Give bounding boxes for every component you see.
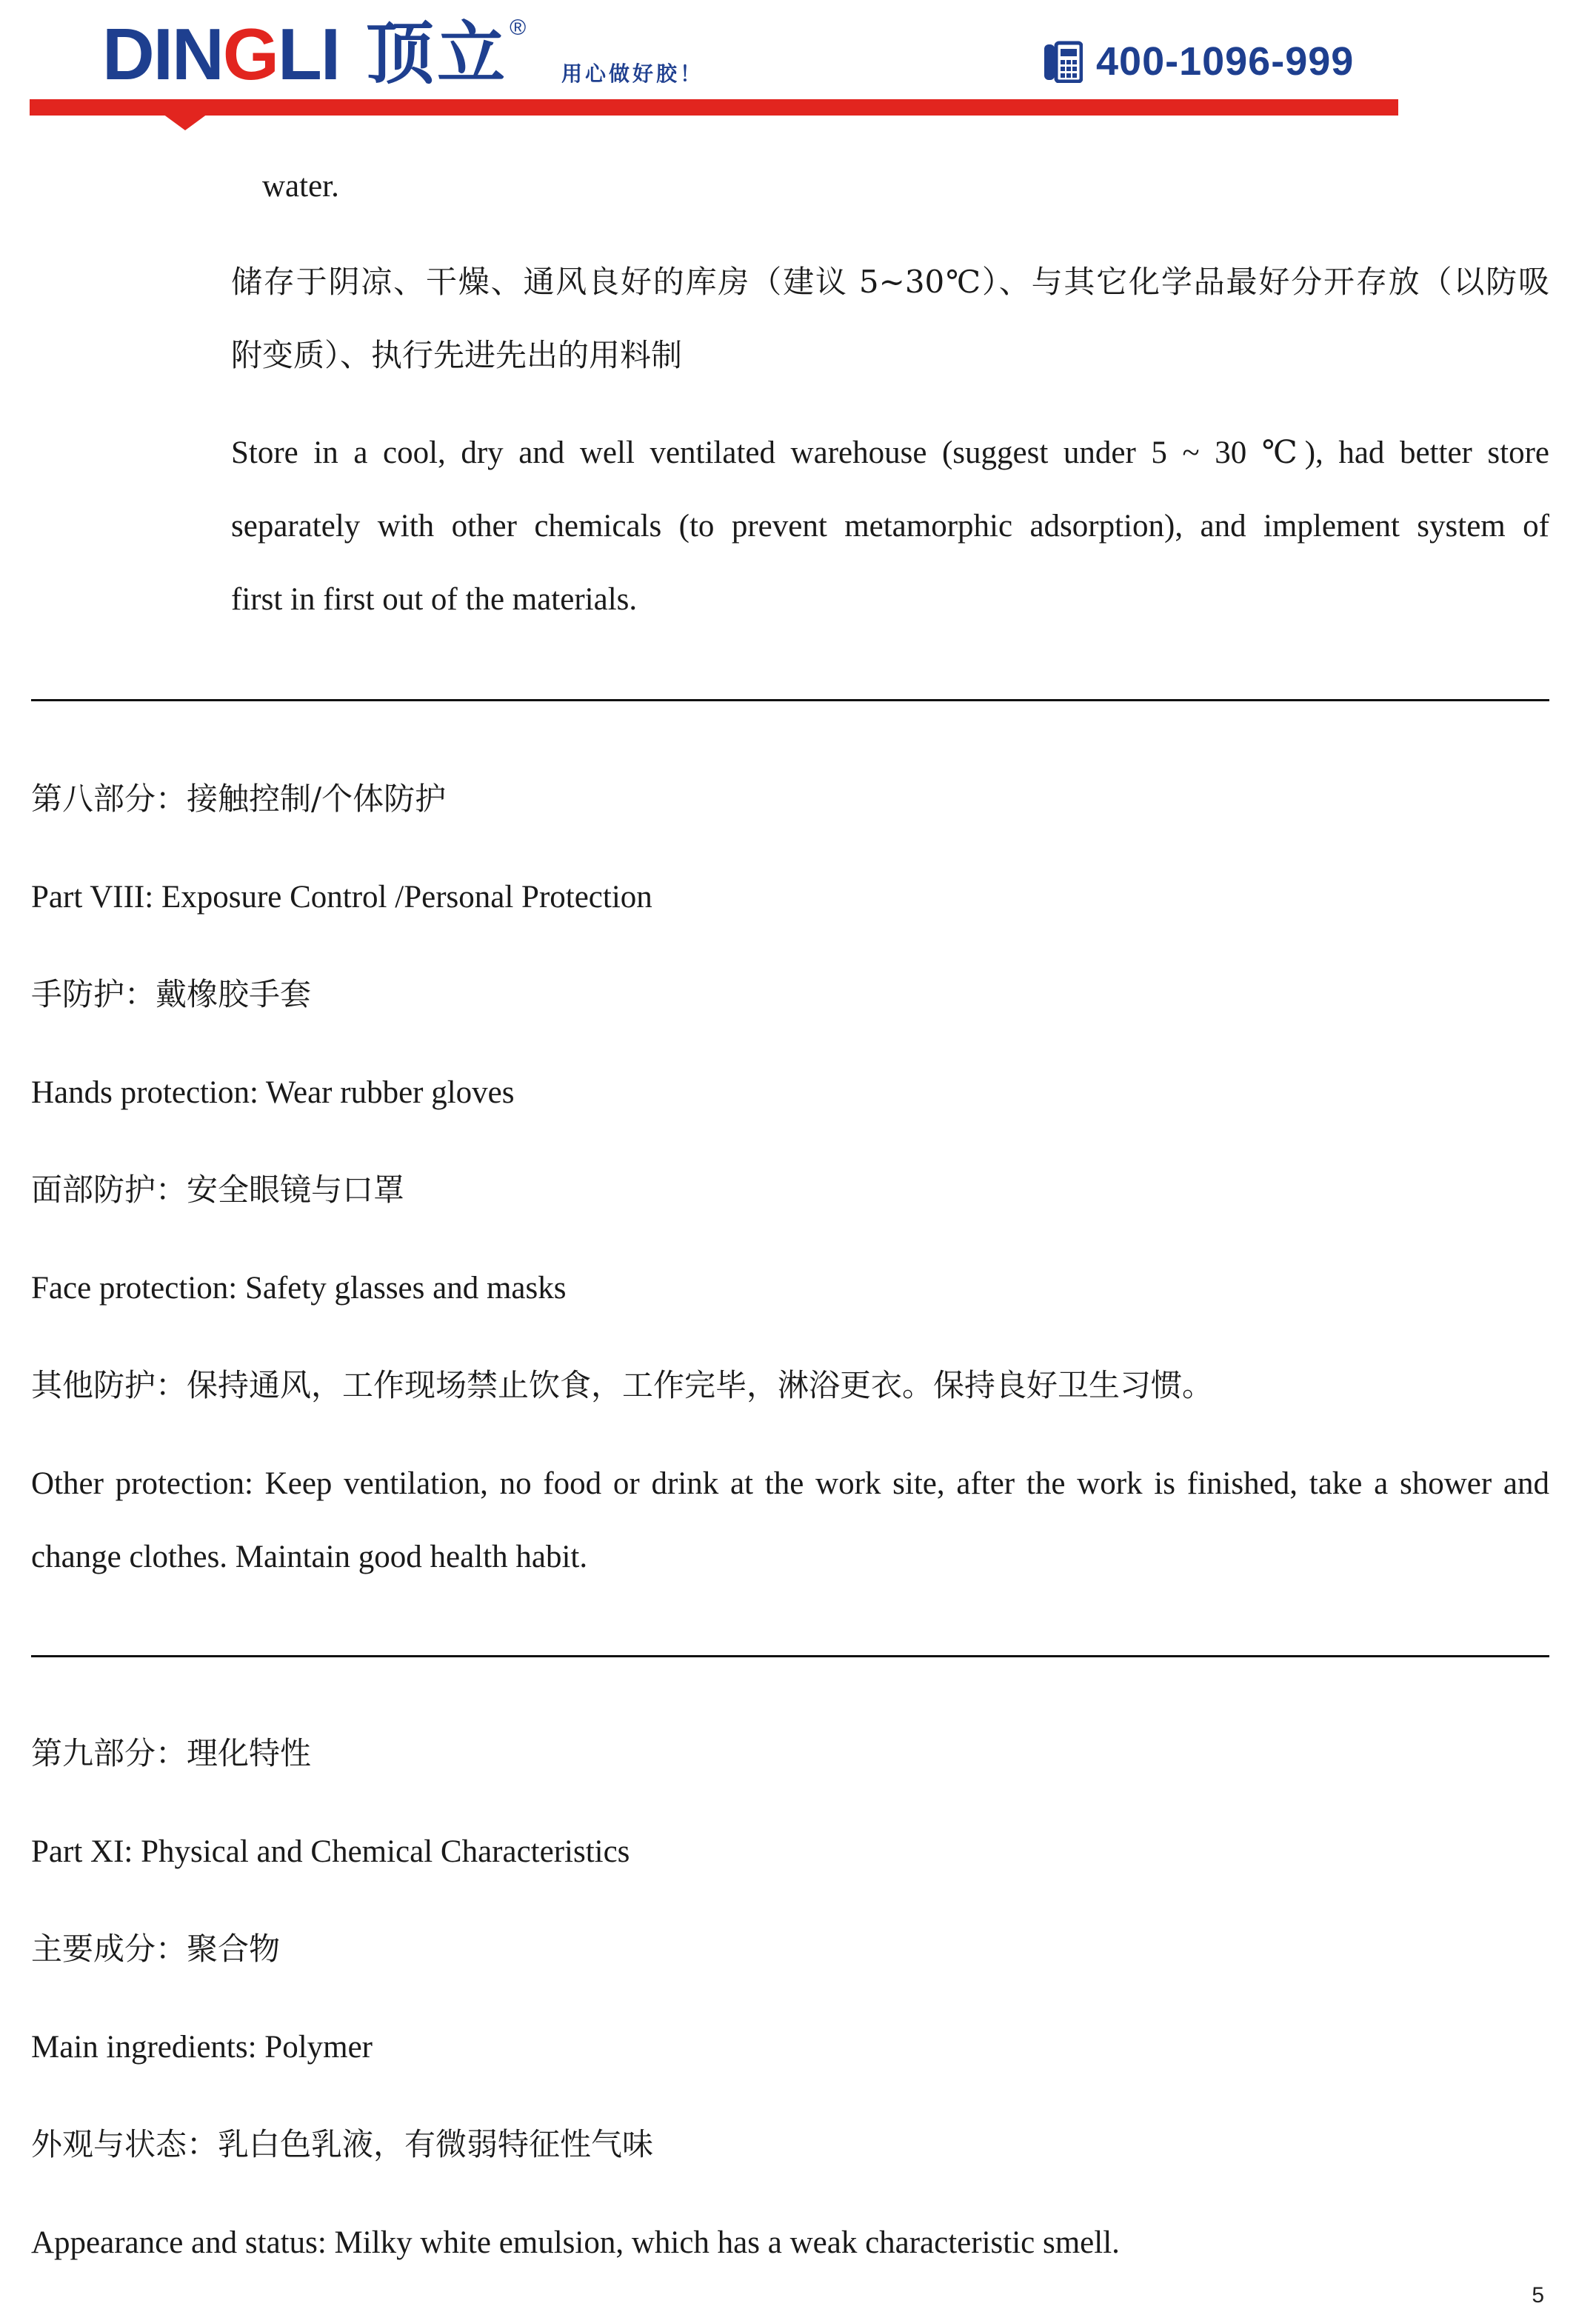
registered-mark: ® <box>510 16 527 40</box>
other-protection-cn: 其他防护：保持通风，工作现场禁止饮食，工作完毕，淋浴更衣。保持良好卫生习惯。 <box>31 1367 1214 1403</box>
slogan: 用心做好胶！ <box>561 61 704 86</box>
hotline <box>1043 39 1354 84</box>
section-divider <box>31 699 1549 701</box>
section-divider <box>31 1655 1549 1657</box>
hands-protection-cn: 手防护：戴橡胶手套 <box>31 976 312 1012</box>
phone-number: 400-1096-999 <box>1096 39 1355 84</box>
hands-protection-en: Hands protection: Wear rubber gloves <box>31 1075 515 1110</box>
storage-en-line3: first in first out of the materials. <box>231 582 638 617</box>
page-number: 5 <box>1532 2283 1544 2308</box>
phone-icon <box>1043 40 1083 83</box>
section9-title-en: Part XI: Physical and Chemical Characteristics <box>31 1834 630 1869</box>
dingli-logo <box>102 13 526 95</box>
face-protection-en: Face protection: Safety glasses and masks <box>31 1271 567 1306</box>
appearance-cn: 外观与状态：乳白色乳液，有微弱特征性气味 <box>31 2126 654 2162</box>
appearance-en: Appearance and status: Milky white emulsion, which has a weak characteristic smell. <box>31 2225 1120 2260</box>
header-red-notch <box>163 114 207 130</box>
logo-en-prefix: DIN <box>102 13 223 95</box>
main-ingredients-cn: 主要成分：聚合物 <box>31 1931 281 1967</box>
face-protection-cn: 面部防护：安全眼镜与口罩 <box>31 1172 405 1208</box>
other-protection-en-line2: change clothes. Maintain good health habit. <box>31 1540 588 1574</box>
logo-en-suffix: LI <box>278 13 340 95</box>
section8-title-en: Part VIII: Exposure Control /Personal Protection <box>31 880 652 915</box>
other-protection-en-line1: Other protection: Keep ventilation, no food or drink at the work site, after the work is finished, take a shower and <box>31 1466 1549 1501</box>
logo-en-accent: G <box>222 13 278 95</box>
storage-cn-line2: 附变质）、执行先进先出的用料制 <box>231 337 683 373</box>
page-header <box>0 0 1596 133</box>
storage-en-line2: separately with other chemicals (to prevent metamorphic adsorption), and implement system of <box>231 509 1549 544</box>
logo-english <box>102 13 339 95</box>
storage-en-line1: Store in a cool, dry and well ventilated warehouse (suggest under 5 ~ 30 ℃), had better store <box>231 435 1549 470</box>
main-ingredients-en: Main ingredients: Polymer <box>31 2030 373 2065</box>
header-red-band <box>30 99 1398 116</box>
water-line: water. <box>262 169 339 204</box>
section8-title-cn: 第八部分：接触控制/个体防护 <box>31 781 447 817</box>
storage-cn-line1: 储存于阴凉、干燥、通风良好的库房（建议 5~30℃）、与其它化学品最好分开存放（以防吸 <box>231 264 1549 300</box>
logo-chinese: 顶立 <box>366 14 509 93</box>
section9-title-cn: 第九部分：理化特性 <box>31 1735 312 1771</box>
